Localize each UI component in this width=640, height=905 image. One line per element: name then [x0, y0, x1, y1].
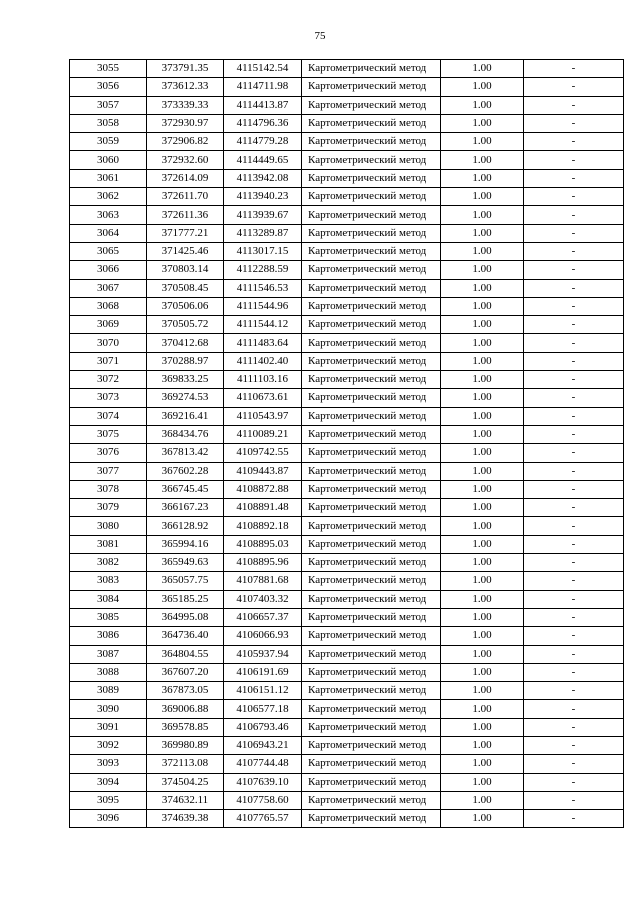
method-cell: Картометрический метод: [302, 169, 441, 187]
x-coordinate-cell: 369833.25: [147, 371, 224, 389]
point-number-cell: 3073: [70, 389, 147, 407]
coordinates-table: [69, 59, 624, 828]
y-coordinate-cell: 4109443.87: [224, 462, 302, 480]
note-cell: -: [524, 700, 624, 718]
note-cell: -: [524, 791, 624, 809]
table-row: [70, 444, 624, 462]
table-row: [70, 627, 624, 645]
note-cell: -: [524, 224, 624, 242]
x-coordinate-cell: 372930.97: [147, 114, 224, 132]
x-coordinate-cell: 367602.28: [147, 462, 224, 480]
table-row: [70, 736, 624, 754]
table-row: [70, 242, 624, 260]
point-number-cell: 3077: [70, 462, 147, 480]
note-cell: -: [524, 554, 624, 572]
table-row: [70, 60, 624, 78]
method-cell: Картометрический метод: [302, 810, 441, 828]
y-coordinate-cell: 4108892.18: [224, 517, 302, 535]
method-cell: Картометрический метод: [302, 645, 441, 663]
table-row: [70, 791, 624, 809]
table-row: [70, 206, 624, 224]
x-coordinate-cell: 369216.41: [147, 407, 224, 425]
note-cell: -: [524, 572, 624, 590]
accuracy-cell: 1.00: [441, 279, 524, 297]
accuracy-cell: 1.00: [441, 499, 524, 517]
table-row: [70, 499, 624, 517]
note-cell: -: [524, 188, 624, 206]
accuracy-cell: 1.00: [441, 78, 524, 96]
y-coordinate-cell: 4113017.15: [224, 242, 302, 260]
y-coordinate-cell: 4106191.69: [224, 663, 302, 681]
point-number-cell: 3093: [70, 755, 147, 773]
note-cell: -: [524, 371, 624, 389]
y-coordinate-cell: 4109742.55: [224, 444, 302, 462]
accuracy-cell: 1.00: [441, 407, 524, 425]
table-row: [70, 169, 624, 187]
accuracy-cell: 1.00: [441, 334, 524, 352]
point-number-cell: 3089: [70, 682, 147, 700]
x-coordinate-cell: 367607.20: [147, 663, 224, 681]
coordinates-table-body: [70, 60, 624, 828]
y-coordinate-cell: 4114711.98: [224, 78, 302, 96]
x-coordinate-cell: 369006.88: [147, 700, 224, 718]
table-row: [70, 371, 624, 389]
note-cell: -: [524, 444, 624, 462]
point-number-cell: 3075: [70, 425, 147, 443]
method-cell: Картометрический метод: [302, 407, 441, 425]
x-coordinate-cell: 374504.25: [147, 773, 224, 791]
y-coordinate-cell: 4111402.40: [224, 352, 302, 370]
point-number-cell: 3094: [70, 773, 147, 791]
table-row: [70, 133, 624, 151]
x-coordinate-cell: 366167.23: [147, 499, 224, 517]
note-cell: -: [524, 407, 624, 425]
y-coordinate-cell: 4114413.87: [224, 96, 302, 114]
accuracy-cell: 1.00: [441, 572, 524, 590]
method-cell: Картометрический метод: [302, 60, 441, 78]
note-cell: -: [524, 736, 624, 754]
accuracy-cell: 1.00: [441, 371, 524, 389]
accuracy-cell: 1.00: [441, 389, 524, 407]
table-row: [70, 590, 624, 608]
point-number-cell: 3059: [70, 133, 147, 151]
accuracy-cell: 1.00: [441, 60, 524, 78]
x-coordinate-cell: 365994.16: [147, 535, 224, 553]
y-coordinate-cell: 4108895.96: [224, 554, 302, 572]
accuracy-cell: 1.00: [441, 188, 524, 206]
point-number-cell: 3096: [70, 810, 147, 828]
method-cell: Картометрический метод: [302, 755, 441, 773]
note-cell: -: [524, 261, 624, 279]
y-coordinate-cell: 4106066.93: [224, 627, 302, 645]
accuracy-cell: 1.00: [441, 316, 524, 334]
x-coordinate-cell: 364995.08: [147, 608, 224, 626]
point-number-cell: 3069: [70, 316, 147, 334]
accuracy-cell: 1.00: [441, 663, 524, 681]
x-coordinate-cell: 367813.42: [147, 444, 224, 462]
note-cell: -: [524, 169, 624, 187]
y-coordinate-cell: 4107758.60: [224, 791, 302, 809]
x-coordinate-cell: 372906.82: [147, 133, 224, 151]
accuracy-cell: 1.00: [441, 462, 524, 480]
note-cell: -: [524, 810, 624, 828]
y-coordinate-cell: 4106793.46: [224, 718, 302, 736]
accuracy-cell: 1.00: [441, 554, 524, 572]
point-number-cell: 3070: [70, 334, 147, 352]
table-row: [70, 352, 624, 370]
x-coordinate-cell: 373612.33: [147, 78, 224, 96]
method-cell: Картометрический метод: [302, 133, 441, 151]
note-cell: -: [524, 206, 624, 224]
y-coordinate-cell: 4107639.10: [224, 773, 302, 791]
note-cell: -: [524, 279, 624, 297]
x-coordinate-cell: 374632.11: [147, 791, 224, 809]
note-cell: -: [524, 425, 624, 443]
point-number-cell: 3074: [70, 407, 147, 425]
table-row: [70, 718, 624, 736]
x-coordinate-cell: 364736.40: [147, 627, 224, 645]
method-cell: Картометрический метод: [302, 627, 441, 645]
table-row: [70, 608, 624, 626]
accuracy-cell: 1.00: [441, 773, 524, 791]
point-number-cell: 3062: [70, 188, 147, 206]
accuracy-cell: 1.00: [441, 736, 524, 754]
table-row: [70, 151, 624, 169]
y-coordinate-cell: 4112288.59: [224, 261, 302, 279]
table-row: [70, 297, 624, 315]
y-coordinate-cell: 4107744.48: [224, 755, 302, 773]
y-coordinate-cell: 4111546.53: [224, 279, 302, 297]
table-row: [70, 261, 624, 279]
accuracy-cell: 1.00: [441, 169, 524, 187]
y-coordinate-cell: 4105937.94: [224, 645, 302, 663]
x-coordinate-cell: 373791.35: [147, 60, 224, 78]
method-cell: Картометрический метод: [302, 279, 441, 297]
point-number-cell: 3067: [70, 279, 147, 297]
x-coordinate-cell: 370803.14: [147, 261, 224, 279]
x-coordinate-cell: 371777.21: [147, 224, 224, 242]
x-coordinate-cell: 372614.09: [147, 169, 224, 187]
method-cell: Картометрический метод: [302, 371, 441, 389]
point-number-cell: 3055: [70, 60, 147, 78]
y-coordinate-cell: 4108895.03: [224, 535, 302, 553]
method-cell: Картометрический метод: [302, 297, 441, 315]
y-coordinate-cell: 4107881.68: [224, 572, 302, 590]
method-cell: Картометрический метод: [302, 114, 441, 132]
x-coordinate-cell: 371425.46: [147, 242, 224, 260]
method-cell: Картометрический метод: [302, 554, 441, 572]
method-cell: Картометрический метод: [302, 206, 441, 224]
x-coordinate-cell: 369578.85: [147, 718, 224, 736]
accuracy-cell: 1.00: [441, 480, 524, 498]
method-cell: Картометрический метод: [302, 151, 441, 169]
point-number-cell: 3056: [70, 78, 147, 96]
accuracy-cell: 1.00: [441, 96, 524, 114]
x-coordinate-cell: 368434.76: [147, 425, 224, 443]
point-number-cell: 3071: [70, 352, 147, 370]
table-row: [70, 188, 624, 206]
method-cell: Картометрический метод: [302, 700, 441, 718]
x-coordinate-cell: 367873.05: [147, 682, 224, 700]
table-row: [70, 755, 624, 773]
x-coordinate-cell: 369980.89: [147, 736, 224, 754]
note-cell: -: [524, 242, 624, 260]
point-number-cell: 3081: [70, 535, 147, 553]
x-coordinate-cell: 370288.97: [147, 352, 224, 370]
note-cell: -: [524, 773, 624, 791]
y-coordinate-cell: 4106151.12: [224, 682, 302, 700]
point-number-cell: 3091: [70, 718, 147, 736]
method-cell: Картометрический метод: [302, 352, 441, 370]
point-number-cell: 3057: [70, 96, 147, 114]
point-number-cell: 3095: [70, 791, 147, 809]
y-coordinate-cell: 4108872.88: [224, 480, 302, 498]
point-number-cell: 3068: [70, 297, 147, 315]
method-cell: Картометрический метод: [302, 78, 441, 96]
x-coordinate-cell: 365185.25: [147, 590, 224, 608]
note-cell: -: [524, 133, 624, 151]
method-cell: Картометрический метод: [302, 261, 441, 279]
y-coordinate-cell: 4106577.18: [224, 700, 302, 718]
note-cell: -: [524, 645, 624, 663]
note-cell: -: [524, 462, 624, 480]
table-row: [70, 554, 624, 572]
y-coordinate-cell: 4115142.54: [224, 60, 302, 78]
note-cell: -: [524, 78, 624, 96]
y-coordinate-cell: 4110543.97: [224, 407, 302, 425]
method-cell: Картометрический метод: [302, 590, 441, 608]
accuracy-cell: 1.00: [441, 133, 524, 151]
point-number-cell: 3086: [70, 627, 147, 645]
note-cell: -: [524, 517, 624, 535]
method-cell: Картометрический метод: [302, 224, 441, 242]
note-cell: -: [524, 352, 624, 370]
point-number-cell: 3078: [70, 480, 147, 498]
accuracy-cell: 1.00: [441, 425, 524, 443]
point-number-cell: 3092: [70, 736, 147, 754]
point-number-cell: 3085: [70, 608, 147, 626]
method-cell: Картометрический метод: [302, 462, 441, 480]
x-coordinate-cell: 365949.63: [147, 554, 224, 572]
accuracy-cell: 1.00: [441, 755, 524, 773]
y-coordinate-cell: 4111103.16: [224, 371, 302, 389]
y-coordinate-cell: 4106943.21: [224, 736, 302, 754]
note-cell: -: [524, 334, 624, 352]
method-cell: Картометрический метод: [302, 316, 441, 334]
y-coordinate-cell: 4110673.61: [224, 389, 302, 407]
method-cell: Картометрический метод: [302, 242, 441, 260]
note-cell: -: [524, 535, 624, 553]
table-row: [70, 572, 624, 590]
point-number-cell: 3066: [70, 261, 147, 279]
accuracy-cell: 1.00: [441, 206, 524, 224]
y-coordinate-cell: 4113940.23: [224, 188, 302, 206]
note-cell: -: [524, 151, 624, 169]
table-row: [70, 224, 624, 242]
table-row: [70, 700, 624, 718]
accuracy-cell: 1.00: [441, 535, 524, 553]
point-number-cell: 3087: [70, 645, 147, 663]
note-cell: -: [524, 663, 624, 681]
point-number-cell: 3084: [70, 590, 147, 608]
method-cell: Картометрический метод: [302, 572, 441, 590]
table-row: [70, 389, 624, 407]
method-cell: Картометрический метод: [302, 682, 441, 700]
x-coordinate-cell: 372611.36: [147, 206, 224, 224]
table-row: [70, 425, 624, 443]
accuracy-cell: 1.00: [441, 242, 524, 260]
table-row: [70, 316, 624, 334]
x-coordinate-cell: 366128.92: [147, 517, 224, 535]
note-cell: -: [524, 608, 624, 626]
x-coordinate-cell: 370506.06: [147, 297, 224, 315]
table-row: [70, 78, 624, 96]
accuracy-cell: 1.00: [441, 810, 524, 828]
table-row: [70, 535, 624, 553]
note-cell: -: [524, 96, 624, 114]
point-number-cell: 3072: [70, 371, 147, 389]
y-coordinate-cell: 4107765.57: [224, 810, 302, 828]
y-coordinate-cell: 4108891.48: [224, 499, 302, 517]
method-cell: Картометрический метод: [302, 718, 441, 736]
method-cell: Картометрический метод: [302, 188, 441, 206]
y-coordinate-cell: 4113939.67: [224, 206, 302, 224]
point-number-cell: 3082: [70, 554, 147, 572]
accuracy-cell: 1.00: [441, 261, 524, 279]
note-cell: -: [524, 60, 624, 78]
method-cell: Картометрический метод: [302, 773, 441, 791]
note-cell: -: [524, 389, 624, 407]
point-number-cell: 3060: [70, 151, 147, 169]
x-coordinate-cell: 364804.55: [147, 645, 224, 663]
x-coordinate-cell: 372113.08: [147, 755, 224, 773]
method-cell: Картометрический метод: [302, 663, 441, 681]
y-coordinate-cell: 4114796.36: [224, 114, 302, 132]
table-row: [70, 682, 624, 700]
x-coordinate-cell: 365057.75: [147, 572, 224, 590]
point-number-cell: 3083: [70, 572, 147, 590]
accuracy-cell: 1.00: [441, 608, 524, 626]
y-coordinate-cell: 4111544.96: [224, 297, 302, 315]
point-number-cell: 3065: [70, 242, 147, 260]
accuracy-cell: 1.00: [441, 114, 524, 132]
accuracy-cell: 1.00: [441, 517, 524, 535]
point-number-cell: 3079: [70, 499, 147, 517]
point-number-cell: 3076: [70, 444, 147, 462]
accuracy-cell: 1.00: [441, 645, 524, 663]
table-row: [70, 279, 624, 297]
x-coordinate-cell: 369274.53: [147, 389, 224, 407]
accuracy-cell: 1.00: [441, 791, 524, 809]
y-coordinate-cell: 4111544.12: [224, 316, 302, 334]
accuracy-cell: 1.00: [441, 444, 524, 462]
x-coordinate-cell: 370412.68: [147, 334, 224, 352]
accuracy-cell: 1.00: [441, 700, 524, 718]
x-coordinate-cell: 372611.70: [147, 188, 224, 206]
table-row: [70, 96, 624, 114]
table-row: [70, 114, 624, 132]
note-cell: -: [524, 297, 624, 315]
method-cell: Картометрический метод: [302, 96, 441, 114]
table-row: [70, 773, 624, 791]
note-cell: -: [524, 682, 624, 700]
table-row: [70, 810, 624, 828]
accuracy-cell: 1.00: [441, 590, 524, 608]
note-cell: -: [524, 114, 624, 132]
y-coordinate-cell: 4111483.64: [224, 334, 302, 352]
y-coordinate-cell: 4114449.65: [224, 151, 302, 169]
accuracy-cell: 1.00: [441, 297, 524, 315]
y-coordinate-cell: 4110089.21: [224, 425, 302, 443]
y-coordinate-cell: 4113942.08: [224, 169, 302, 187]
point-number-cell: 3088: [70, 663, 147, 681]
table-row: [70, 517, 624, 535]
table-row: [70, 334, 624, 352]
method-cell: Картометрический метод: [302, 791, 441, 809]
note-cell: -: [524, 499, 624, 517]
point-number-cell: 3058: [70, 114, 147, 132]
method-cell: Картометрический метод: [302, 608, 441, 626]
note-cell: -: [524, 480, 624, 498]
y-coordinate-cell: 4113289.87: [224, 224, 302, 242]
note-cell: -: [524, 718, 624, 736]
method-cell: Картометрический метод: [302, 334, 441, 352]
accuracy-cell: 1.00: [441, 151, 524, 169]
point-number-cell: 3090: [70, 700, 147, 718]
method-cell: Картометрический метод: [302, 389, 441, 407]
method-cell: Картометрический метод: [302, 535, 441, 553]
table-row: [70, 663, 624, 681]
x-coordinate-cell: 370505.72: [147, 316, 224, 334]
point-number-cell: 3064: [70, 224, 147, 242]
method-cell: Картометрический метод: [302, 517, 441, 535]
x-coordinate-cell: 374639.38: [147, 810, 224, 828]
y-coordinate-cell: 4106657.37: [224, 608, 302, 626]
method-cell: Картометрический метод: [302, 425, 441, 443]
table-row: [70, 645, 624, 663]
y-coordinate-cell: 4114779.28: [224, 133, 302, 151]
point-number-cell: 3061: [70, 169, 147, 187]
x-coordinate-cell: 370508.45: [147, 279, 224, 297]
note-cell: -: [524, 590, 624, 608]
method-cell: Картометрический метод: [302, 480, 441, 498]
accuracy-cell: 1.00: [441, 627, 524, 645]
accuracy-cell: 1.00: [441, 352, 524, 370]
note-cell: -: [524, 755, 624, 773]
y-coordinate-cell: 4107403.32: [224, 590, 302, 608]
method-cell: Картометрический метод: [302, 444, 441, 462]
accuracy-cell: 1.00: [441, 718, 524, 736]
point-number-cell: 3080: [70, 517, 147, 535]
note-cell: -: [524, 627, 624, 645]
accuracy-cell: 1.00: [441, 224, 524, 242]
x-coordinate-cell: 373339.33: [147, 96, 224, 114]
method-cell: Картометрический метод: [302, 736, 441, 754]
table-row: [70, 407, 624, 425]
note-cell: -: [524, 316, 624, 334]
point-number-cell: 3063: [70, 206, 147, 224]
x-coordinate-cell: 372932.60: [147, 151, 224, 169]
method-cell: Картометрический метод: [302, 499, 441, 517]
x-coordinate-cell: 366745.45: [147, 480, 224, 498]
table-row: [70, 480, 624, 498]
table-row: [70, 462, 624, 480]
page-number: 75: [314, 30, 326, 42]
accuracy-cell: 1.00: [441, 682, 524, 700]
